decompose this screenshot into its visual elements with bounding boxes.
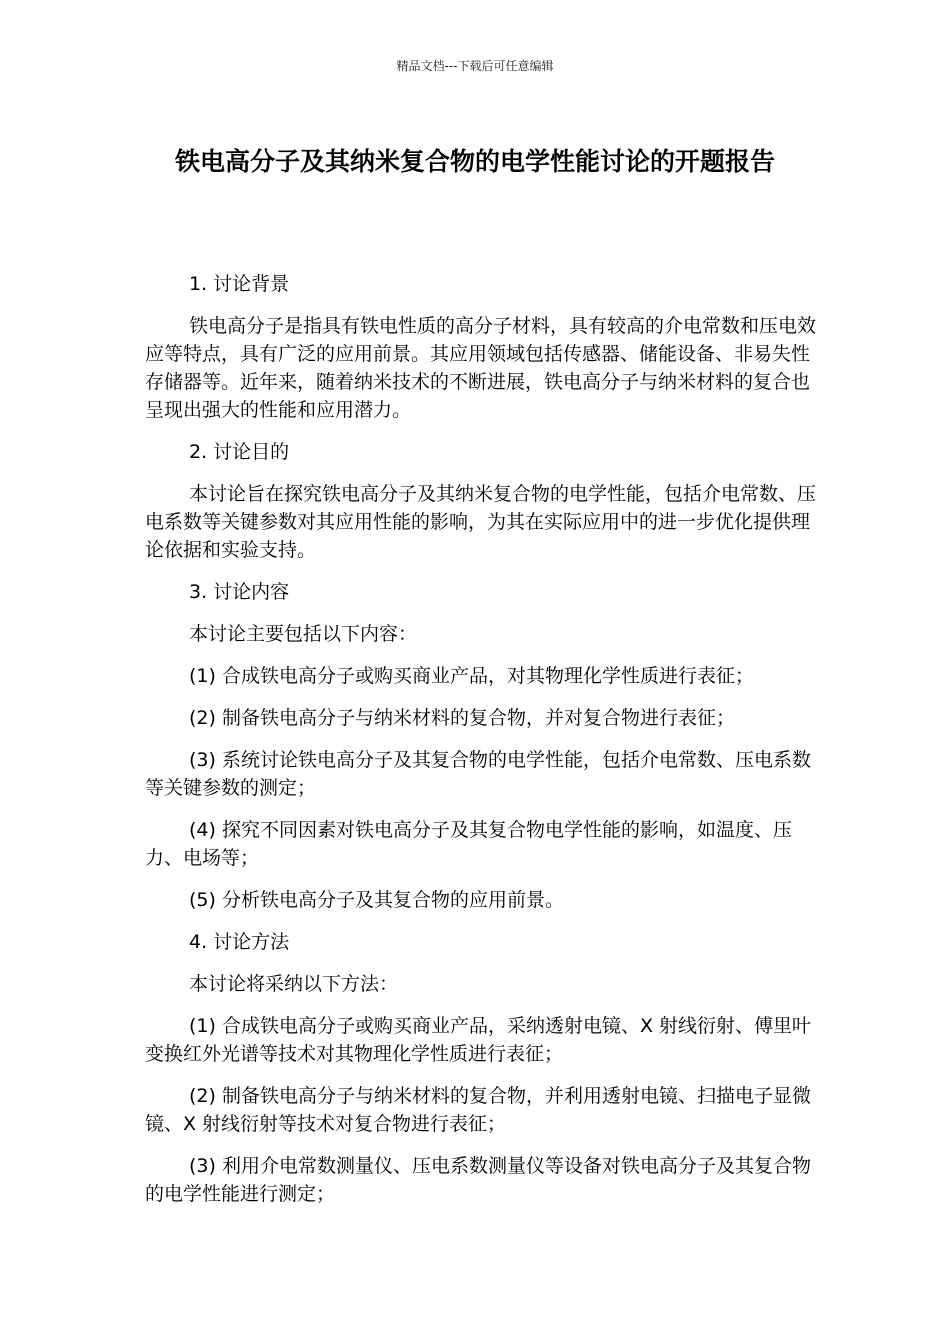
list-item-content-5: (5) 分析铁电高分子及其复合物的应用前景。	[189, 889, 564, 911]
section-heading-methods: 4. 讨论方法	[189, 931, 290, 953]
document-body	[145, 270, 817, 1222]
document-title: 铁电高分子及其纳米复合物的电学性能讨论的开题报告	[174, 147, 775, 176]
page-header-note: 精品文档---下载后可任意编辑	[396, 59, 554, 73]
section-heading-purpose: 2. 讨论目的	[189, 441, 290, 463]
list-item-content-1: (1) 合成铁电高分子或购买商业产品，对其物理化学性质进行表征；	[189, 665, 754, 687]
paragraph-background: 铁电高分子是指具有铁电性质的高分子材料，具有较高的介电常数和压电效应等特点，具有广泛的应用前景。其应用领域包括传感器、储能设备、非易失性存储器等。近年来，随着纳米技术的不断进展，铁电高分子与纳米材料的复合也呈现出强大的性能和应用潜力。	[145, 315, 817, 421]
list-item-content-2: (2) 制备铁电高分子与纳米材料的复合物，并对复合物进行表征；	[189, 707, 735, 729]
paragraph-purpose: 本讨论旨在探究铁电高分子及其纳米复合物的电学性能，包括介电常数、压电系数等关键参数对其应用性能的影响，为其在实际应用中的进一步优化提供理论依据和实验支持。	[145, 483, 817, 561]
list-item-method-1: (1) 合成铁电高分子或购买商业产品，采纳透射电镜、X 射线衍射、傅里叶变换红外光谱等技术对其物理化学性质进行表征；	[145, 1015, 812, 1065]
section-heading-content: 3. 讨论内容	[189, 581, 290, 603]
list-item-content-3: (3) 系统讨论铁电高分子及其复合物的电学性能，包括介电常数、压电系数等关键参数的测定；	[145, 749, 811, 799]
paragraph-content-intro: 本讨论主要包括以下内容：	[189, 623, 418, 645]
paragraph-methods-intro: 本讨论将采纳以下方法：	[189, 973, 399, 995]
list-item-method-2: (2) 制备铁电高分子与纳米材料的复合物，并利用透射电镜、扫描电子显微镜、X 射线衍射等技术对复合物进行表征；	[145, 1085, 811, 1135]
section-heading-background: 1. 讨论背景	[189, 273, 290, 295]
list-item-method-3: (3) 利用介电常数测量仪、压电系数测量仪等设备对铁电高分子及其复合物的电学性能进行测定；	[145, 1155, 811, 1205]
list-item-content-4: (4) 探究不同因素对铁电高分子及其复合物电学性能的影响，如温度、压力、电场等；	[145, 819, 792, 869]
